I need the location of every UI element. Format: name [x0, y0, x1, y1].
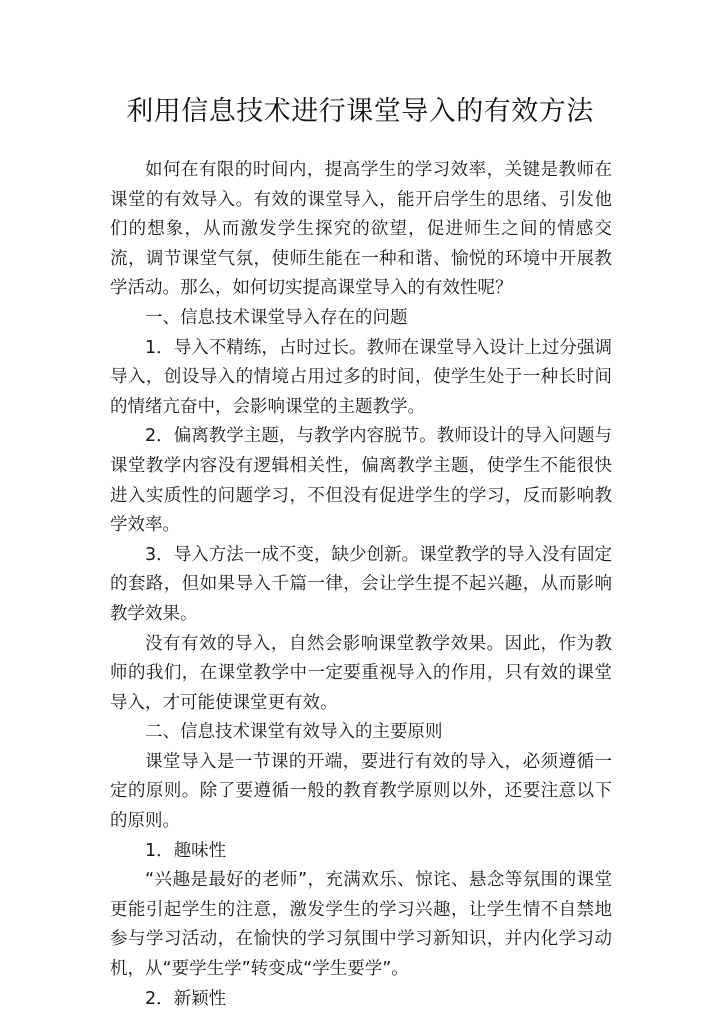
paragraph-problem-2: 2．偏离教学主题，与教学内容脱节。教师设计的导入问题与课堂教学内容没有逻辑相关性，偏离教学主题，使学生不能很快进入实质性的问题学习，不但没有促进学生的学习，反而影响教学效率。 [110, 426, 612, 536]
paragraph-problem-1: 1．导入不精练，占时过长。教师在课堂导入设计上过分强调导入，创设导入的情境占用过多的时间，使学生处于一种长时间的情绪亢奋中，会影响课堂的主题教学。 [110, 337, 612, 417]
paragraph-intro: 如何在有限的时间内，提高学生的学习效率，关键是教师在课堂的有效导入。有效的课堂导入，能开启学生的思绪、引发他们的想象，从而激发学生探究的欲望，促进师生之间的情感交流，调节课堂气氛，使师生能在一种和谐、愉悦的环境中开展教学活动。那么，如何切实提高课堂导入的有效性呢？ [110, 160, 612, 299]
document-title: 利用信息技术进行课堂导入的有效方法 [126, 96, 594, 127]
subheading-interest: 1．趣味性 [145, 840, 227, 861]
paragraph-principles-intro: 课堂导入是一节课的开端，要进行有效的导入，必须遵循一定的原则。除了要遵循一般的教育教学原则以外，还要注意以下的原则。 [110, 751, 612, 832]
paragraph-problem-3: 3．导入方法一成不变，缺少创新。课堂教学的导入没有固定的套路，但如果导入千篇一律，会让学生提不起兴趣，从而影响教学效果。 [110, 544, 612, 624]
subheading-novelty: 2．新颖性 [145, 988, 227, 1009]
section-heading-1: 一、信息技术课堂导入存在的问题 [145, 307, 408, 328]
document-body [110, 156, 612, 1014]
paragraph-summary: 没有有效的导入，自然会影响课堂教学效果。因此，作为教师的我们，在课堂教学中一定要重视导入的作用，只有效的课堂导入，才可能使课堂更有效。 [110, 633, 612, 713]
paragraph-interest: “兴趣是最好的老师”，充满欢乐、惊诧、悬念等氛围的课堂更能引起学生的注意，激发学生的学习兴趣，让学生情不自禁地参与学习活动，在愉快的学习氛围中学习新知识，并内化学习动机，从“要学生学”转变成“学生要学”。 [110, 870, 612, 980]
section-heading-2: 二、信息技术课堂有效导入的主要原则 [145, 722, 443, 743]
